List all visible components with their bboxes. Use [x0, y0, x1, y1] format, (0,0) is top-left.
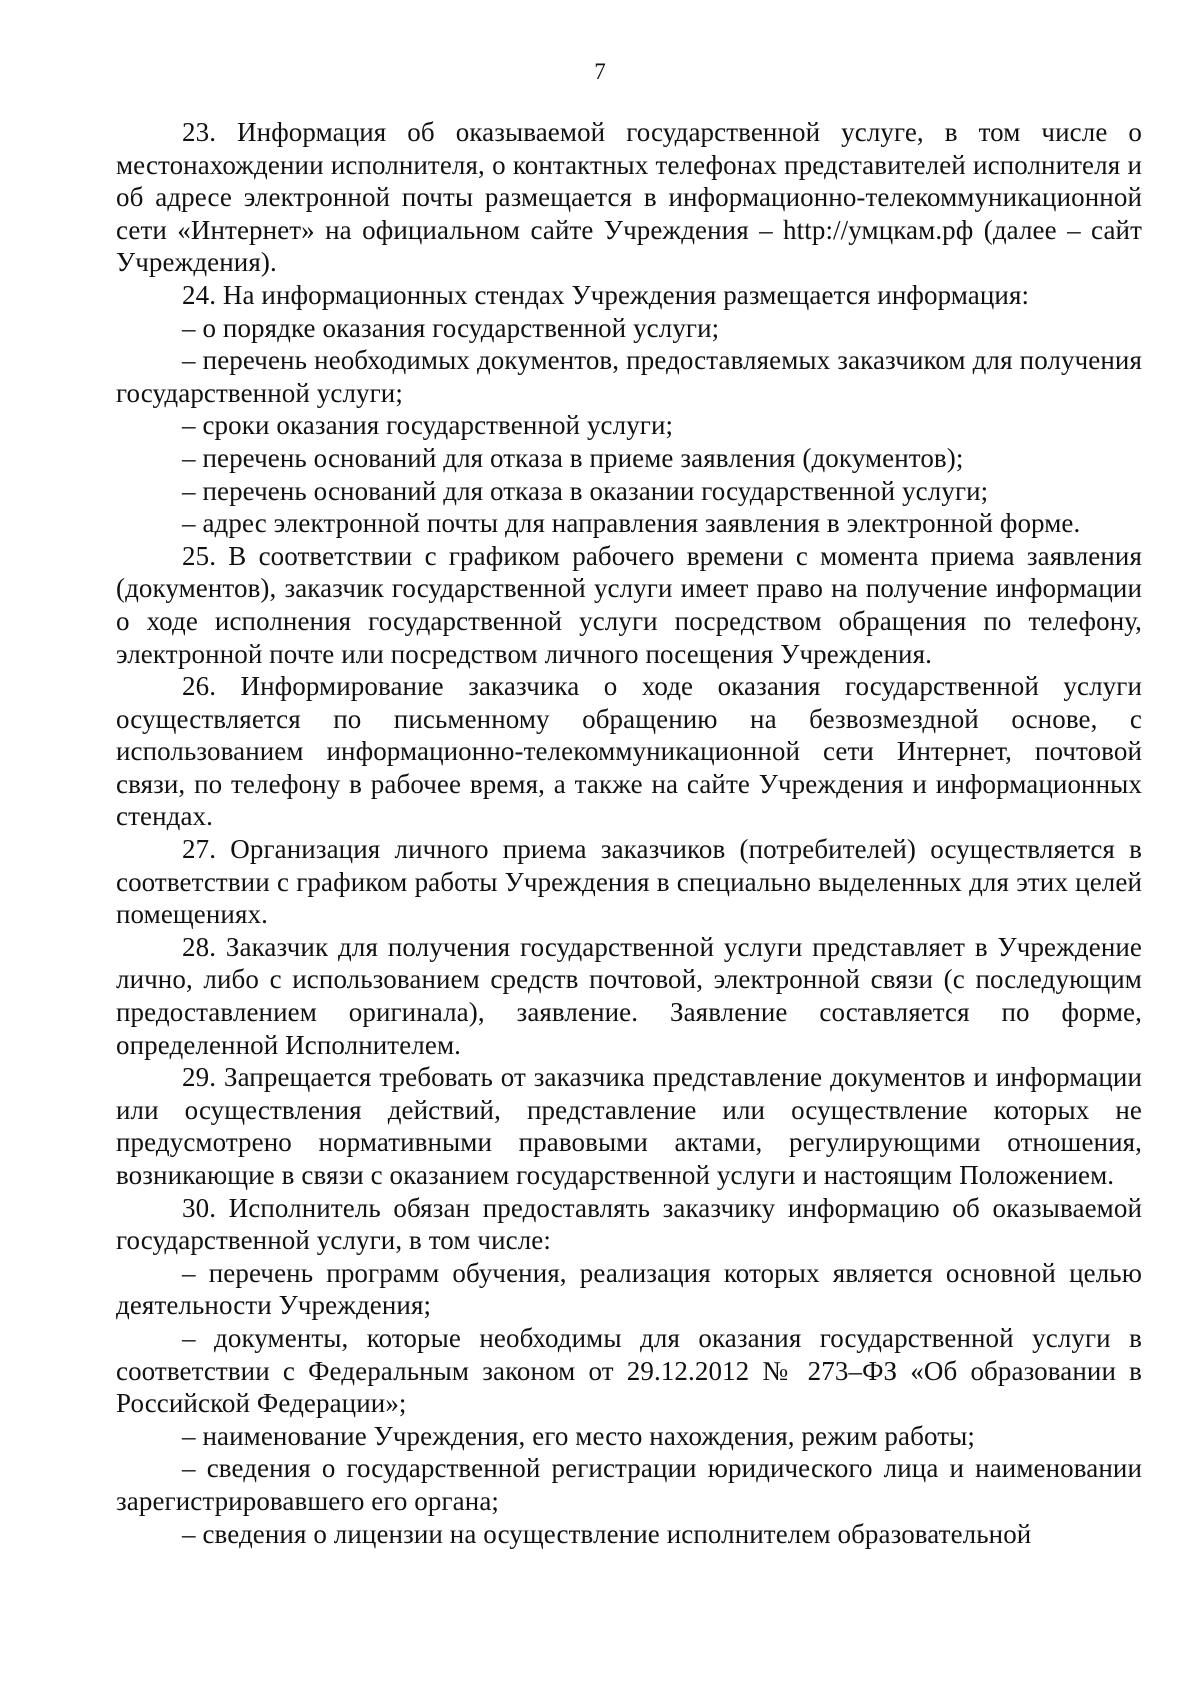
- list-item-email: – адрес электронной почты для направления заявления в электронной форме.: [182, 508, 1081, 539]
- list-item-programs: – перечень программ обучения, реализация которых является основной целью деятельности Учреждения;: [116, 1257, 1142, 1321]
- page-number: 7: [594, 59, 606, 84]
- paragraph-28: 28. Заказчик для получения государственной услуги представляет в Учреждение лично, либо с использованием средств почтовой, электронной связи (с последующим предоставлением оригинала), заявление. Заявление составляется по форме, определенной Исполнителем.: [116, 931, 1142, 1060]
- list-item-license: – сведения о лицензии на осуществление исполнителем образовательной: [182, 1518, 1032, 1549]
- paragraph-25: 25. В соответствии с графиком рабочего времени с момента приема заявления (документов), заказчик государственной услуги имеет право на получение информации о ходе исполнения государственной услуги посредством обращения по телефону, электронной почте или посредством личного посещения Учреждения.: [116, 540, 1142, 669]
- list-item-refusal-service: – перечень оснований для отказа в оказании государственной услуги;: [182, 475, 989, 506]
- paragraph-27: 27. Организация личного приема заказчиков (потребителей) осуществляется в соответствии с графиком работы Учреждения в специально выделенных для этих целей помещениях.: [116, 834, 1142, 930]
- paragraph-30: 30. Исполнитель обязан предоставлять заказчику информацию об оказываемой государственной услуги, в том числе:: [116, 1192, 1142, 1256]
- list-item-refusal-reception: – перечень оснований для отказа в приеме заявления (документов);: [182, 442, 964, 473]
- document-body: [116, 116, 1142, 1550]
- list-item-procedure: – о порядке оказания государственной услуги;: [182, 312, 720, 343]
- paragraph-29: 29. Запрещается требовать от заказчика представление документов и информации или осуществления действий, представление или осуществление которых не предусмотрено нормативными правовыми актами, регулирующими отношения, возникающие в связи с оказанием государственной услуги и настоящим Положением.: [116, 1062, 1142, 1190]
- list-item-law-documents: – документы, которые необходимы для оказания государственной услуги в соответствии с Федеральным законом от 29.12.2012 № 273–ФЗ «Об образовании в Российской Федерации»;: [116, 1322, 1142, 1419]
- list-item-registration: – сведения о государственной регистрации юридического лица и наименовании зарегистрировавшего его органа;: [116, 1453, 1142, 1516]
- list-item-name-location: – наименование Учреждения, его место нахождения, режим работы;: [182, 1420, 975, 1451]
- paragraph-26: 26. Информирование заказчика о ходе оказания государственной услуги осуществляется по письменному обращению на безвозмездной основе, с использованием информационно-телекоммуникационной сети Интернет, почтовой связи, по телефону в рабочее время, а также на сайте Учреждения и информационных стендах.: [116, 671, 1142, 832]
- paragraph-23: 23. Информация об оказываемой государственной услуге, в том числе о местонахождении исполнителя, о контактных телефонах представителей исполнителя и об адресе электронной почты размещается в информационно-телекоммуникационной сети «Интернет» на официальном сайте Учреждения – http://умцкам.рф (далее – сайт Учреждения).: [116, 117, 1142, 278]
- paragraph-24: 24. На информационных стендах Учреждения размещается информация:: [182, 279, 1030, 310]
- list-item-terms: – сроки оказания государственной услуги;: [182, 410, 674, 441]
- list-item-documents: – перечень необходимых документов, предоставляемых заказчиком для получения государственной услуги;: [116, 345, 1142, 408]
